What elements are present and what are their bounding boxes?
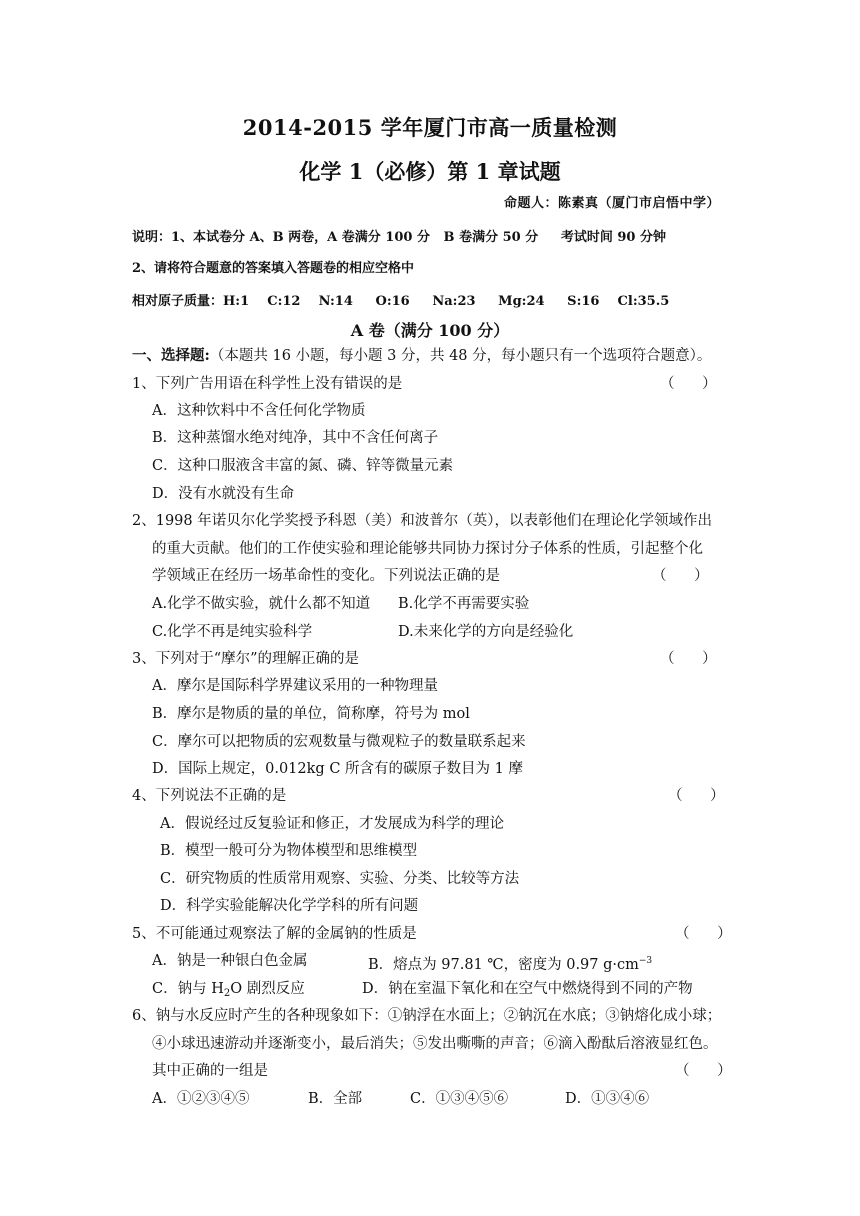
q1-answer-blank: （ ） (660, 376, 717, 392)
q1-option-c: C．这种口服液含丰富的氮、磷、锌等微量元素 (152, 458, 454, 474)
section-intro-label: 一、选择题: (132, 347, 210, 364)
q3-stem: 3、下列对于“摩尔”的理解正确的是 (132, 651, 360, 667)
q4-answer-blank: （ ） (668, 788, 725, 804)
q3-option-b: B．摩尔是物质的量的单位，简称摩，符号为 mol (152, 706, 470, 722)
q2-answer-blank: （ ） (652, 568, 709, 584)
q6-option-c: C．①③④⑤⑥ (410, 1091, 509, 1107)
q6-stem-line2: ④小球迅速游动并逐渐变小，最后消失；⑤发出嘶嘶的声音；⑥滴入酚酞后溶液显红色。 (152, 1036, 718, 1052)
q3-option-d: D．国际上规定，0.012kg C 所含有的碳原子数目为 1 摩 (152, 761, 523, 777)
q3-option-a: A．摩尔是国际科学界建议采用的一种物理量 (152, 678, 438, 694)
q6-stem-line1: 6、钠与水反应时产生的各种现象如下：①钠浮在水面上；②钠沉在水底；③钠熔化成小球； (132, 1008, 722, 1024)
q4-stem: 4、下列说法不正确的是 (132, 788, 287, 804)
document-subtitle: 化学 1（必修）第 1 章试题 (299, 159, 561, 184)
q5-option-b (368, 951, 652, 975)
document-title: 2014-2015 学年厦门市高一质量检测 (242, 115, 618, 140)
q5-option-c-post: O 剧烈反应 (230, 981, 305, 997)
q5-option-c-pre: C．钠与 H (152, 981, 224, 997)
q2-option-a: A.化学不做实验，就什么都不知道 (152, 596, 371, 612)
q2-option-b: B.化学不再需要实验 (398, 596, 530, 612)
q2-stem-line3: 学领域正在经历一场革命性的变化。下列说法正确的是 (152, 568, 500, 584)
q5-option-d: D．钠在室温下氧化和在空气中燃烧得到不同的产物 (362, 981, 693, 997)
q3-option-c: C．摩尔可以把物质的宏观数量与微观粒子的数量联系起来 (152, 734, 526, 750)
q6-option-b: B．全部 (308, 1091, 363, 1107)
q6-stem-line3: 其中正确的一组是 (152, 1063, 268, 1079)
q4-option-d: D．科学实验能解决化学学科的所有问题 (160, 898, 419, 914)
author-line: 命题人：陈素真（厦门市启悟中学） (503, 196, 720, 211)
q5-option-b-text: B．熔点为 97.81 ℃，密度为 0.97 g·cm (368, 957, 639, 973)
q1-stem: 1、下列广告用语在科学性上没有错误的是 (132, 376, 403, 392)
q5-answer-blank: （ ） (675, 926, 732, 942)
q1-option-b: B．这种蒸馏水绝对纯净，其中不含任何离子 (152, 430, 439, 446)
section-intro-text: （本题共 16 小题，每小题 3 分，共 48 分，每小题只有一个选项符合题意）。 (209, 348, 712, 364)
q4-option-b: B．模型一般可分为物体模型和思维模型 (160, 843, 418, 859)
q6-option-a: A．①②③④⑤ (152, 1091, 250, 1107)
q2-stem-line2: 的重大贡献。他们的工作使实验和理论能够共同协力探讨分子体系的性质，引起整个化 (152, 541, 703, 557)
q4-option-a: A．假说经过反复验证和修正，才发展成为科学的理论 (160, 816, 504, 832)
q5-option-a: A．钠是一种银白色金属 (152, 953, 308, 969)
q5-stem: 5、不可能通过观察法了解的金属钠的性质是 (132, 926, 417, 942)
section-intro (132, 346, 711, 366)
q1-option-d: D．没有水就没有生命 (152, 486, 295, 502)
q1-option-a: A．这种饮料中不含任何化学物质 (152, 403, 366, 419)
q5-option-c-subscript: 2 (223, 988, 231, 999)
q5-option-c (152, 979, 305, 1004)
q2-stem-line1: 2、1998 年诺贝尔化学奖授予科恩（美）和波普尔（英），以表彰他们在理论化学领域作出 (132, 513, 712, 529)
q3-answer-blank: （ ） (660, 651, 717, 667)
section-a-title: A 卷（满分 100 分） (350, 321, 510, 340)
q6-option-d: D．①③④⑥ (565, 1091, 650, 1107)
q2-option-d: D.未来化学的方向是经验化 (398, 624, 574, 640)
atomic-mass-note: 相对原子质量：H:1 C:12 N:14 O:16 Na:23 Mg:24 S:16 Cl:35.5 (132, 294, 670, 309)
exam-note-1: 说明：1、本试卷分 A、B 两卷，A 卷满分 100 分 B 卷满分 50 分 考试时间 90 分钟 (132, 230, 666, 245)
q5-option-b-exponent: −3 (638, 956, 653, 966)
q6-answer-blank: （ ） (675, 1063, 732, 1079)
exam-note-2: 2、请将符合题意的答案填入答题卷的相应空格中 (132, 261, 415, 276)
q2-option-c: C.化学不再是纯实验科学 (152, 624, 313, 640)
q4-option-c: C．研究物质的性质常用观察、实验、分类、比较等方法 (160, 871, 520, 887)
